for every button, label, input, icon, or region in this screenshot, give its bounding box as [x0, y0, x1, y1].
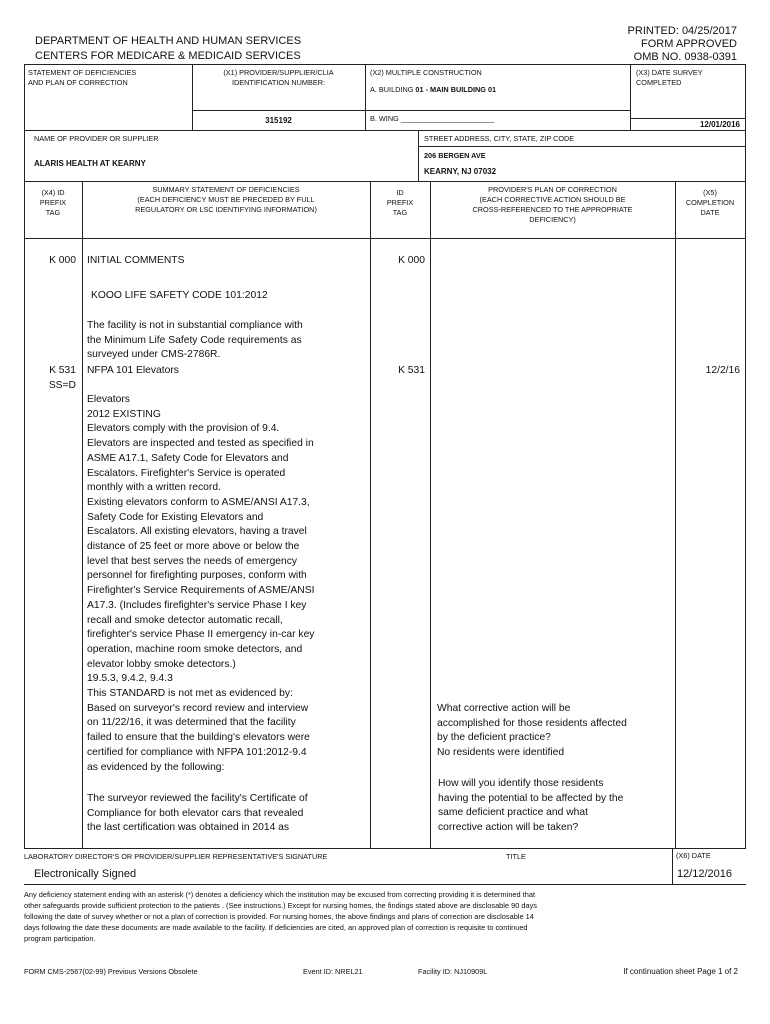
signature-value: Electronically Signed — [34, 868, 137, 880]
k531-tag: K 531 — [49, 365, 76, 376]
k531-completion-date: 12/2/16 — [705, 365, 740, 376]
x5-header: (X5) COMPLETION DATE — [685, 188, 735, 217]
omb-number: OMB NO. 0938-0391 — [633, 51, 737, 63]
k000-title: INITIAL COMMENTS — [87, 255, 185, 266]
signature-date: 12/12/2016 — [676, 868, 732, 880]
footer-facility-id: Facility ID: NJ10909L — [418, 967, 488, 976]
x2-building-value: 01 - MAIN BUILDING 01 — [415, 85, 497, 94]
k531-title: NFPA 101 Elevators — [87, 365, 179, 376]
statement-label: STATEMENT OF DEFICIENCIES AND PLAN OF CORRECTION — [28, 68, 137, 87]
department-title: DEPARTMENT OF HEALTH AND HUMAN SERVICES — [35, 35, 302, 47]
footnote: Any deficiency statement ending with an asterisk (*) denotes a deficiency which the institution may be excused from correcting providing it is determined that other safeguards provide sufficient protection to the patients . (See instructions.) Except for nursing homes, the findings stated above are disclosable 90 days following the date of survey whether or not a plan of correction is provided. For nursing homes, the above findings and plans of correction are disclosable 14 days following the date these documents are made available to the facility. If deficiencies are cited, an approved plan of correction is requisite to continued program participation. — [24, 890, 537, 943]
id-header: ID PREFIX TAG — [386, 188, 414, 217]
k000-id: K 000 — [398, 255, 425, 266]
k531-scope-severity: SS=D — [48, 380, 76, 391]
plan-identify-residents: How will you identify those residents having the potential to be affected by the same deficient practice and what corrective action will be taken? — [438, 778, 624, 834]
footer-form: FORM CMS-2567(02-99) Previous Versions Obsolete — [24, 967, 198, 976]
footer-event-id: Event ID: NREL21 — [303, 967, 363, 976]
provider-name: ALARIS HEALTH AT KEARNY — [34, 159, 146, 168]
k000-tag: K 000 — [49, 255, 76, 266]
k531-id: K 531 — [398, 365, 425, 376]
x2-building — [370, 85, 496, 95]
form-approved: FORM APPROVED — [641, 38, 737, 50]
printed-date: PRINTED: 04/25/2017 — [627, 25, 737, 37]
signature-label: LABORATORY DIRECTOR'S OR PROVIDER/SUPPLIER REPRESENTATIVE'S SIGNATURE — [24, 852, 328, 861]
x1-provider-number: 315192 — [265, 116, 292, 125]
x6-date-label: (X6) DATE — [676, 851, 711, 860]
address-line1: 206 BERGEN AVE — [424, 151, 486, 160]
centers-title: CENTERS FOR MEDICARE & MEDICAID SERVICES — [35, 50, 301, 62]
k531-body-continued: The surveyor reviewed the facility's Certificate of Compliance for both elevator cars that revealed the last certification was obtained in 2014 as — [87, 793, 308, 834]
plan-header: PROVIDER'S PLAN OF CORRECTION (EACH CORRECTIVE ACTION SHOULD BE CROSS-REFERENCED TO THE APPROPRIATE DEFICIENCY) — [472, 185, 633, 224]
intro-text: The facility is not in substantial compliance with the Minimum Life Safety Code requirements as surveyed under CMS-2786R. — [87, 320, 303, 361]
title-label: TITLE — [506, 852, 526, 861]
x3-survey-date: 12/01/2016 — [699, 120, 740, 129]
x2-wing: B. WING _______________________ — [370, 114, 495, 123]
plan-corrective-action: What corrective action will be accomplished for those residents affected by the deficient practice? No residents were identified — [437, 703, 627, 759]
address-line2: KEARNY, NJ 07032 — [424, 167, 497, 176]
footer-continuation: If continuation sheet Page 1 of 2 — [623, 967, 738, 976]
x2-label: (X2) MULTIPLE CONSTRUCTION — [370, 68, 482, 77]
address-label: STREET ADDRESS, CITY, STATE, ZIP CODE — [424, 134, 575, 143]
x4-header: (X4) ID PREFIX TAG — [39, 188, 67, 217]
provider-name-label: NAME OF PROVIDER OR SUPPLIER — [34, 134, 159, 143]
x2-building-label: A. BUILDING — [370, 85, 414, 94]
summary-header: SUMMARY STATEMENT OF DEFICIENCIES (EACH DEFICIENCY MUST BE PRECEDED BY FULL REGULATORY OR LSC IDENTIFYING INFORMATION) — [135, 185, 317, 214]
kooo-life-safety: KOOO LIFE SAFETY CODE 101:2012 — [91, 290, 268, 301]
k531-body: Elevators 2012 EXISTING Elevators comply with the provision of 9.4. Elevators are inspected and tested as specified in ASME A17.1, Safety Code for Elevators and Escalators. Firefighter's Service is operated monthly with a written record. Existing elevators conform to ASME/ANSI A17.3, Safety Code for Existing Elevators and Escalators. All existing elevators, having a travel distance of 25 feet or more above or below the level that best serves the needs of emergency personnel for firefighting purposes, conform with Firefighter's Service Requirements of ASME/ANSI A17.3. (Includes firefighter's service Phase I key recall and smoke detector automatic recall, firefighter's service Phase II emergency in-car key operation, machine room smoke detectors, and elevator lobby smoke detectors.) 19.5.3, 9.4.2, 9.4.3 This STANDARD is not met as evidenced by: Based on surveyor's record review and interview on 11/22/16, it was determined that the facility failed to ensure that the building's elevators were certified for compliance with NFPA 101:2012-9.4 as evidenced by the following: — [87, 394, 315, 773]
x1-label: (X1) PROVIDER/SUPPLIER/CLIA IDENTIFICATION NUMBER: — [223, 68, 334, 87]
x3-label: (X3) DATE SURVEY COMPLETED — [636, 68, 703, 87]
